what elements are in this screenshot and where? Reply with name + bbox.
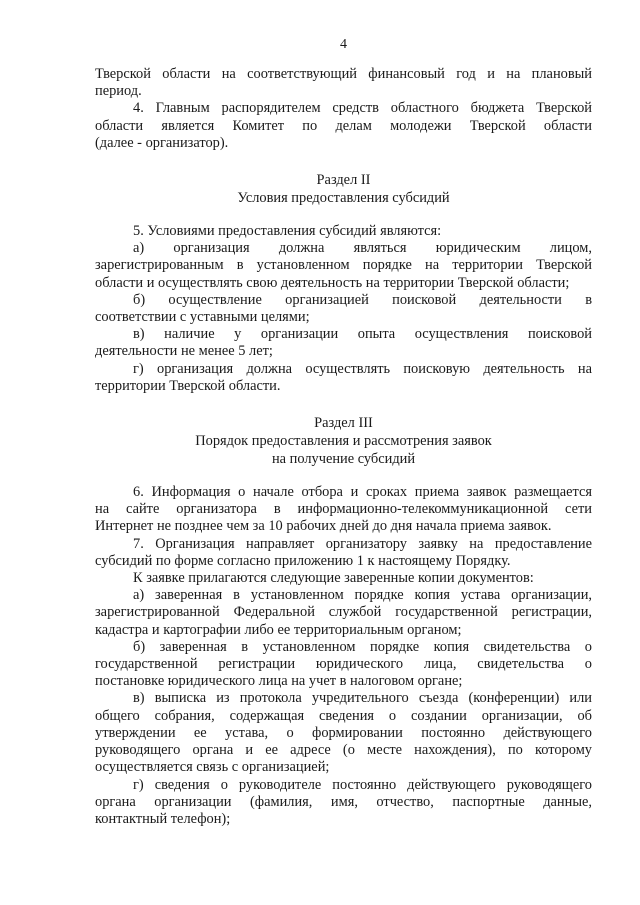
paragraph-attachments xyxy=(95,570,592,828)
text-line: соответствии с уставными целями; xyxy=(95,309,310,326)
section-2-title: Раздел II xyxy=(316,172,371,189)
page-number: 4 xyxy=(340,37,347,52)
text-line: общего собрания, содержащая сведения о создании организации, об xyxy=(95,707,592,724)
text-line: (далее - организатор). xyxy=(95,134,229,151)
section-3-title: Раздел III xyxy=(314,415,373,432)
text-line: К заявке прилагаются следующие заверенные копии документов: xyxy=(133,570,534,587)
text-line: зарегистрированной Федеральной службой государственной регистрации, xyxy=(95,604,592,621)
text-line: Интернет не позднее чем за 10 рабочих дней до дня начала приема заявок. xyxy=(95,518,552,535)
section-3-subtitle: на получение субсидий xyxy=(271,451,416,468)
text-line: осуществляется связь с организацией; xyxy=(95,759,330,776)
text-line: 4. Главным распорядителем средств областного бюджета Тверской xyxy=(133,100,592,117)
paragraph-7 xyxy=(95,536,592,570)
text-line: государственной регистрации юридического лица, свидетельства о xyxy=(95,656,592,673)
text-line: утверждении ее устава, о формировании постоянно действующего xyxy=(95,724,592,741)
text-line: 6. Информация о начале отбора и сроках приема заявок размещается xyxy=(133,484,592,501)
document-body xyxy=(95,66,592,828)
text-line: г) сведения о руководителе постоянно действующего руководящего xyxy=(133,776,592,793)
text-line: деятельности не менее 5 лет; xyxy=(95,343,273,360)
text-line: руководящего органа и ее адресе (о месте нахождения), по которому xyxy=(95,742,592,759)
text-line: а) организация должна являться юридическим лицом, xyxy=(133,240,592,257)
text-line: на сайте организатора в информационно-телекоммуникационной сети xyxy=(95,501,592,518)
text-line: субсидий по форме согласно приложению 1 к настоящему Порядку. xyxy=(95,552,511,569)
paragraph-intro xyxy=(95,66,592,100)
text-line: территории Тверской области. xyxy=(95,377,281,394)
text-line: б) заверенная в установленном порядке копия свидетельства о xyxy=(133,638,592,655)
document-page xyxy=(95,0,592,905)
paragraph-5 xyxy=(95,223,592,395)
text-line: 5. Условиями предоставления субсидий являются: xyxy=(133,223,442,240)
text-line: области и осуществлять свою деятельность на территории Тверской области; xyxy=(95,274,570,291)
paragraph-6 xyxy=(95,484,592,536)
text-line: кадастра и картографии либо ее территориальным органом; xyxy=(95,621,462,638)
text-line: постановке юридического лица на учет в налоговом органе; xyxy=(95,673,463,690)
section-2-subtitle: Условия предоставления субсидий xyxy=(237,190,450,207)
text-line: в) выписка из протокола учредительного съезда (конференции) или xyxy=(133,690,592,707)
text-line: в) наличие у организации опыта осуществления поисковой xyxy=(133,326,592,343)
text-line: контактный телефон); xyxy=(95,810,231,827)
text-line: области является Комитет по делам молодежи Тверской области xyxy=(95,117,592,134)
section-3-subtitle: Порядок предоставления и рассмотрения заявок xyxy=(195,433,492,450)
text-line: период. xyxy=(95,83,142,100)
text-line: б) осуществление организацией поисковой деятельности в xyxy=(133,291,592,308)
text-line: органа организации (фамилия, имя, отчество, паспортные данные, xyxy=(95,793,592,810)
text-line: Тверской области на соответствующий финансовый год и на плановый xyxy=(95,66,592,82)
text-line: г) организация должна осуществлять поисковую деятельность на xyxy=(133,360,592,377)
text-line: а) заверенная в установленном порядке копия устава организации, xyxy=(133,587,592,604)
text-line: 7. Организация направляет организатору заявку на предоставление xyxy=(133,535,592,552)
text-line: зарегистрированным в установленном порядке на территории Тверской xyxy=(95,257,592,274)
paragraph-4 xyxy=(95,100,592,152)
